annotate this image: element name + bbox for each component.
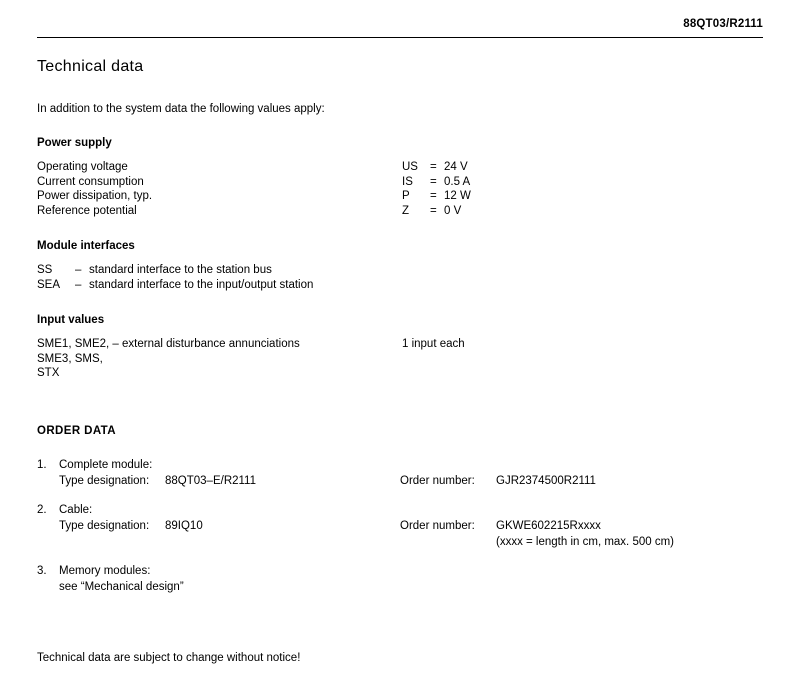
table-row <box>37 175 471 190</box>
indent-spacer <box>37 473 59 489</box>
page-header-code: 88QT03/R2111 <box>683 18 763 30</box>
order-item-number: 1. <box>37 458 47 471</box>
type-designation-label: Type designation: <box>59 474 150 487</box>
spec-value: 24 V <box>444 161 468 173</box>
spec-label: Operating voltage <box>37 161 128 173</box>
indent-spacer <box>37 579 59 595</box>
input-description: SME3, SMS, <box>37 352 103 365</box>
order-number-value: GJR2374500R2111 <box>496 474 596 487</box>
spec-equals: = <box>430 175 437 188</box>
indent-spacer <box>37 518 59 534</box>
table-row <box>37 160 471 175</box>
order-item-detail-row <box>37 579 770 595</box>
order-item-title: Complete module: <box>59 458 153 471</box>
input-value <box>402 366 465 381</box>
order-item-number: 3. <box>37 564 47 577</box>
list-item <box>37 563 770 595</box>
order-number-label: Order number: <box>400 519 475 532</box>
spec-equals: = <box>430 190 437 202</box>
table-row <box>37 366 465 381</box>
interface-dash: – <box>75 278 82 291</box>
order-item-note: (xxxx = length in cm, max. 500 cm) <box>496 535 674 548</box>
interface-name: SS <box>37 264 53 276</box>
interface-description: standard interface to the station bus <box>89 264 272 276</box>
type-designation-value: 88QT03–E/R2111 <box>165 474 256 487</box>
list-item <box>37 502 770 550</box>
module-interfaces-table <box>37 263 313 292</box>
order-item-title: Cable: <box>59 503 93 516</box>
spec-value: 12 W <box>444 190 471 202</box>
input-description: SME1, SME2, – external disturbance annunciations <box>37 338 300 350</box>
page-title: Technical data <box>37 58 144 75</box>
power-supply-heading: Power supply <box>37 137 112 149</box>
interface-dash: – <box>75 264 82 276</box>
order-item-number: 2. <box>37 503 47 516</box>
table-row <box>37 352 465 367</box>
order-number-value: GKWE602215Rxxxx <box>496 519 601 532</box>
order-item-detail-row <box>37 473 770 489</box>
order-data-heading: ORDER DATA <box>37 424 116 437</box>
header-divider <box>37 37 763 38</box>
interface-description: standard interface to the input/output station <box>89 278 314 291</box>
power-supply-table <box>37 160 471 218</box>
order-item-detail-row <box>37 518 770 534</box>
spec-symbol: Z <box>402 204 410 217</box>
table-row <box>37 204 471 219</box>
input-value: 1 input each <box>402 338 465 350</box>
input-values-table <box>37 337 465 381</box>
order-item-title-row <box>37 457 770 473</box>
spec-symbol: P <box>402 190 410 202</box>
order-item-title-row <box>37 502 770 518</box>
list-item <box>37 457 770 489</box>
spec-value: 0.5 A <box>444 175 471 188</box>
order-item-title: Memory modules: <box>59 564 151 577</box>
interface-name: SEA <box>37 278 61 291</box>
spec-label: Power dissipation, typ. <box>37 190 153 202</box>
spec-symbol: IS <box>402 175 413 188</box>
type-designation-label: Type designation: <box>59 519 150 532</box>
input-description: STX <box>37 367 60 379</box>
input-values-heading: Input values <box>37 314 105 326</box>
order-item-title-row <box>37 563 770 579</box>
spec-equals: = <box>430 161 437 173</box>
footer-note: Technical data are subject to change without notice! <box>37 651 301 664</box>
order-number-label: Order number: <box>400 474 475 487</box>
document-content <box>37 58 770 664</box>
type-designation-value: 89IQ10 <box>165 519 203 532</box>
intro-text: In addition to the system data the following values apply: <box>37 103 325 115</box>
module-interfaces-heading: Module interfaces <box>37 240 135 252</box>
memory-modules-reference: see “Mechanical design” <box>59 580 184 593</box>
input-value <box>402 352 465 367</box>
spec-label: Current consumption <box>37 175 144 188</box>
spec-value: 0 V <box>444 204 462 217</box>
table-row <box>37 337 465 352</box>
spec-label: Reference potential <box>37 204 137 217</box>
table-row <box>37 189 471 204</box>
order-data-list <box>37 457 770 595</box>
spec-equals: = <box>430 204 437 217</box>
table-row <box>37 263 313 278</box>
spec-symbol: US <box>402 161 418 173</box>
table-row <box>37 278 313 293</box>
